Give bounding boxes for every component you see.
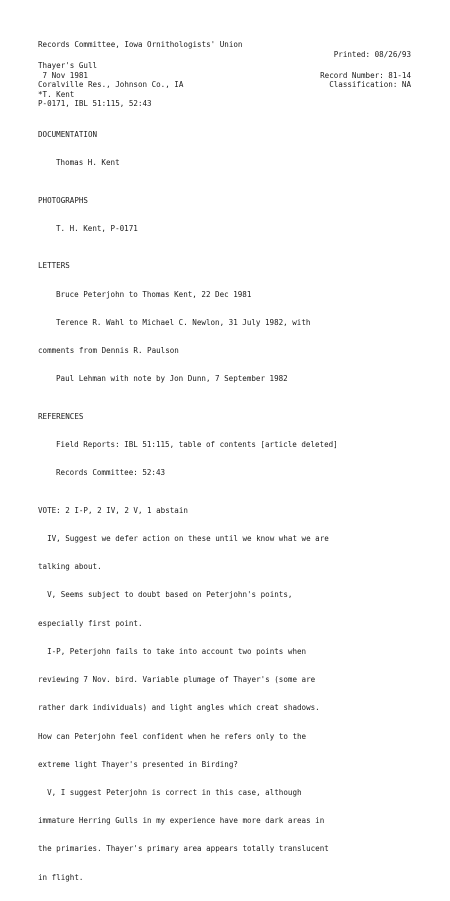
vote-comment-line: especially first point. <box>38 618 143 628</box>
vote-comment-line: V, Seems subject to doubt based on Peterjohn's points, <box>38 590 293 600</box>
location: Coralville Res., Johnson Co., IA <box>38 80 184 90</box>
vote-comment-line: immature Herring Gulls in my experience have more dark areas in <box>38 816 325 826</box>
vote-comment-line: How can Peterjohn feel confident when he refers only to the <box>38 731 307 741</box>
observer: *T. Kent <box>38 89 75 99</box>
record-date: 7 Nov 1981 <box>38 70 88 80</box>
printed-date: Printed: 08/26/93 <box>333 49 411 59</box>
record-body <box>38 111 411 901</box>
vote-comment-line: rather dark individuals) and light angles which creat shadows. <box>38 703 320 713</box>
letter-item: Paul Lehman with note by Jon Dunn, 7 September 1982 <box>56 374 288 384</box>
vote-comment-line: IV, Suggest we defer action on these until we know what we are <box>38 534 329 544</box>
record-number: Record Number: 81-14 <box>320 70 411 80</box>
reference-item: Field Reports: IBL 51:115, table of contents [article deleted] <box>56 440 338 450</box>
classification: Classification: NA <box>329 80 411 90</box>
letter-item-continuation: comments from Dennis R. Paulson <box>38 346 179 356</box>
vote-comment-line: V, I suggest Peterjohn is correct in this case, although <box>38 787 302 797</box>
reference-item: Records Committee: 52:43 <box>56 468 166 478</box>
record-info <box>38 49 411 108</box>
vote-comment-line: the primaries. Thayer's primary area appears totally translucent <box>38 844 329 854</box>
vote-summary: VOTE: 2 I-P, 2 IV, 2 V, 1 abstain <box>38 505 188 515</box>
photographs-heading: PHOTOGRAPHS <box>38 195 88 205</box>
vote-comment-line: I-P, Peterjohn fails to take into account two points when <box>38 646 307 656</box>
record-references: P-0171, IBL 51:115, 52:43 <box>38 99 152 108</box>
documentation-item: Thomas H. Kent <box>56 158 120 168</box>
photographs-item: T. H. Kent, P-0171 <box>56 223 138 233</box>
vote-comment-line: talking about. <box>38 562 102 572</box>
letters-heading: LETTERS <box>38 261 70 271</box>
references-heading: REFERENCES <box>38 411 84 421</box>
species-name: Thayer's Gull <box>38 61 98 71</box>
committee-name: Records Committee, Iowa Ornithologists' Union <box>38 40 243 50</box>
letter-item: Terence R. Wahl to Michael C. Newlon, 31 July 1982, with <box>56 317 311 327</box>
letter-item: Bruce Peterjohn to Thomas Kent, 22 Dec 1981 <box>56 289 252 299</box>
vote-comment-line: in flight. <box>38 872 84 882</box>
vote-comment-line: reviewing 7 Nov. bird. Variable plumage of Thayer's (some are <box>38 675 316 685</box>
documentation-heading: DOCUMENTATION <box>38 129 98 139</box>
vote-comment-line: extreme light Thayer's presented in Birding? <box>38 759 238 769</box>
